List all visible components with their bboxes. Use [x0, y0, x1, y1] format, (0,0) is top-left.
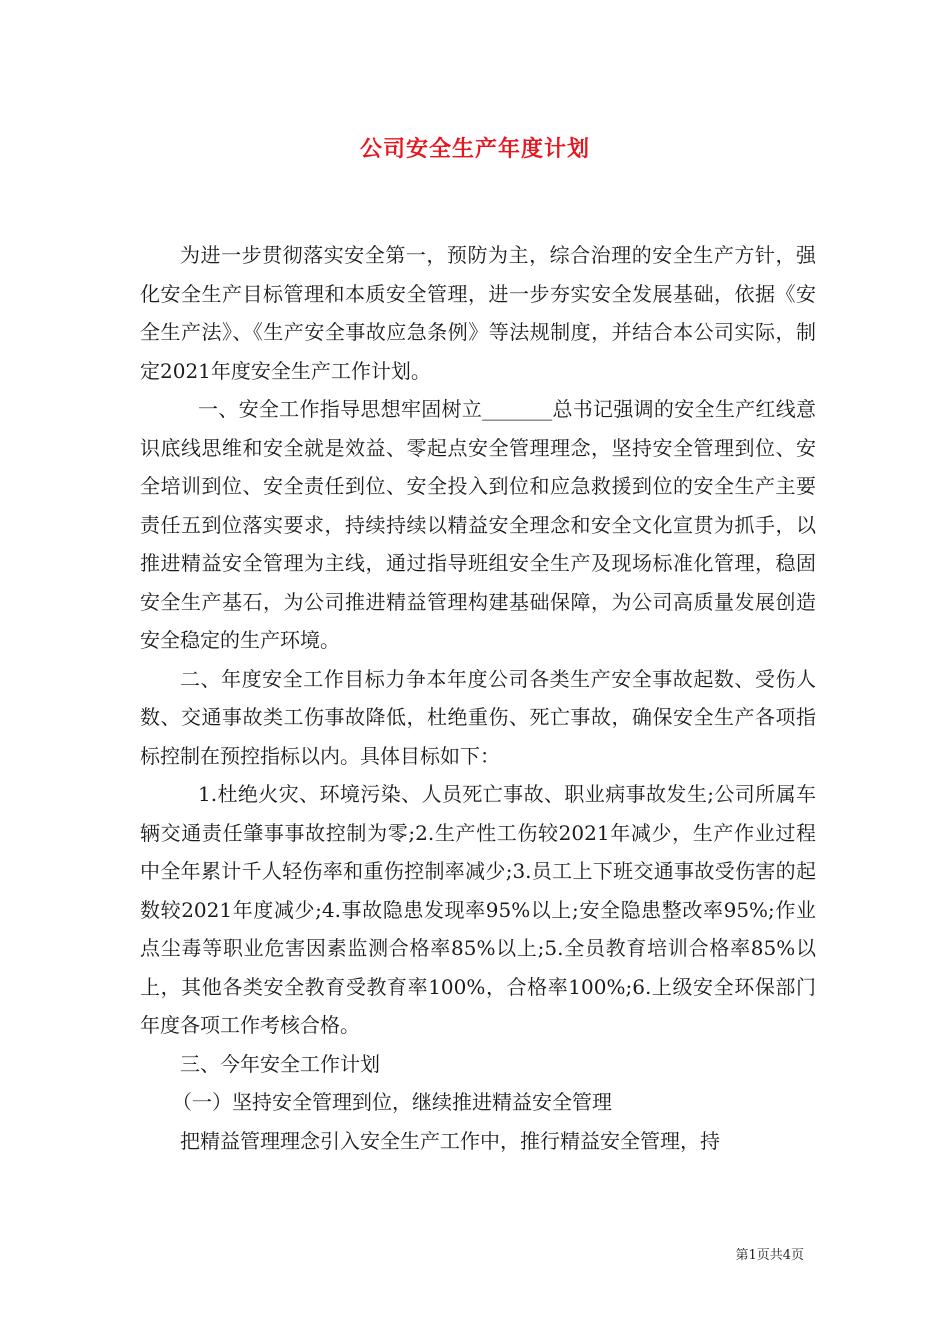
intro-paragraph: 为进一步贯彻落实安全第一，预防为主，综合治理的安全生产方针，强化安全生产目标管理和本质安全管理，进一步夯实安全发展基础，依据《安全生产法》、《生产安全事故应急条例》等法规制度，并结合本公司实际，制定2021年度安全生产工作计划。: [140, 243, 816, 383]
targets-paragraph: 1.杜绝火灾、环境污染、人员死亡事故、职业病事故发生;公司所属车辆交通责任肇事事故控制为零;2.生产性工伤较2021年减少，生产作业过程中全年累计千人轻伤率和重伤控制率减少;3.员工上下班交通事故受伤害的起数较2021年度减少;4.事故隐患发现率95%以上;安全隐患整改率95%;作业点尘毒等职业危害因素监测合格率85%以上;5.全员教育培训合格率85%以上，其他各类安全教育受教育率100%，合格率100%;6.上级安全环保部门年度各项工作考核合格。: [140, 782, 816, 1037]
section-1-paragraph: 一、安全工作指导思想牢固树立_______总书记强调的安全生产红线意识底线思维和安全就是效益、零起点安全管理理念，坚持安全管理到位、安全培训到位、安全责任到位、安全投入到位和应急救援到位的安全生产主要责任五到位落实要求，持续持续以精益安全理念和安全文化宣贯为抓手，以推进精益安全管理为主线，通过指导班组安全生产及现场标准化管理，稳固安全生产基石，为公司推进精益管理构建基础保障，为公司高质量发展创造安全稳定的生产环境。: [140, 397, 816, 652]
page-number: 第1页共4页: [735, 1248, 804, 1263]
subsection-1-heading: （一）坚持安全管理到位，继续推进精益安全管理: [172, 1090, 612, 1114]
document-title: 公司安全生产年度计划: [359, 136, 590, 162]
document-body: [140, 236, 816, 1160]
section-2-paragraph: 二、年度安全工作目标力争本年度公司各类生产安全事故起数、受伤人数、交通事故类工伤事故降低，杜绝重伤、死亡事故，确保安全生产各项指标控制在预控指标以内。具体目标如下：: [140, 666, 816, 768]
section-3-heading: 三、今年安全工作计划: [180, 1051, 380, 1076]
subsection-1-paragraph: 把精益管理理念引入安全生产工作中，推行精益安全管理，持: [180, 1128, 720, 1153]
